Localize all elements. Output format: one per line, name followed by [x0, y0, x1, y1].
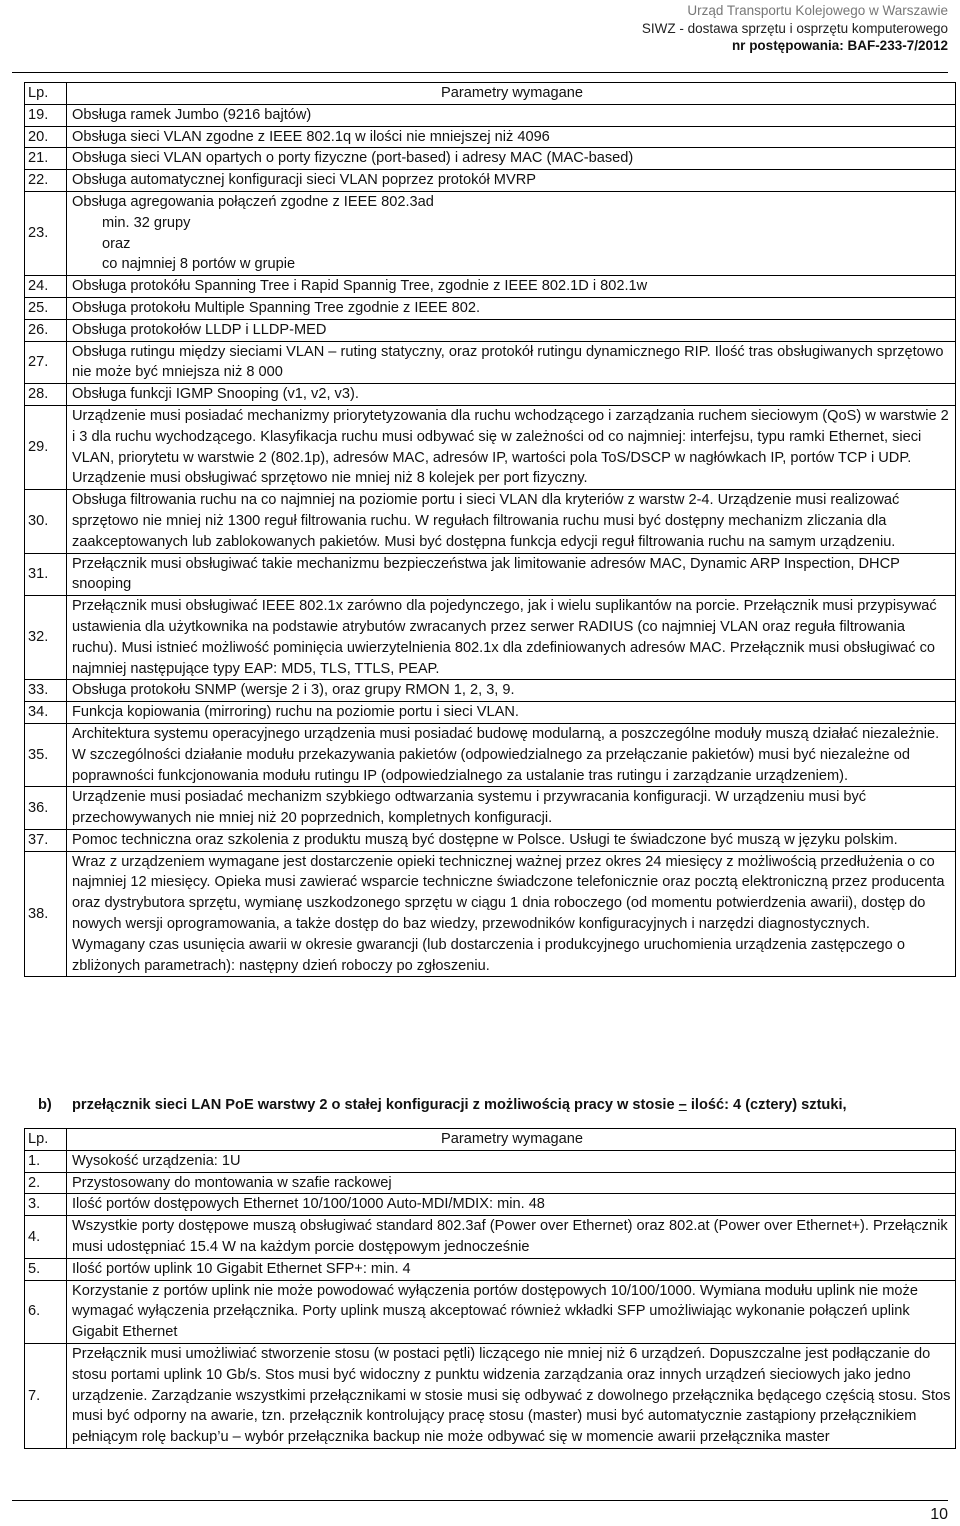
row-text-line: min. 32 grupy — [102, 214, 191, 231]
row-text: Przełącznik musi umożliwiać stworzenie stosu (w postaci pętli) liczącego nie mniej niż 6 urządzeń. Dopuszczalne jest podłączanie do stosu portami uplink 10 Gb/s. Stos musi być widoczny z punktu widzenia zarządzania oraz innych urządzeń sieciowych jako jedno urządzenie. Zarządzanie wszystkimi przełącznikami w stosie musi się odbywać z dowolnego przełącznika będącego częścią stosu. Stos musi być odporny na awarie, tzn. przełącznik kontrolujący pracę stosu (master) musi być automatycznie zastąpiony przełącznikiem pełniącym rolę backup’u – wybór przełącznika backup nie może odbywać się w momencie awarii przełącznika master — [67, 1343, 956, 1448]
row-number: 1. — [25, 1150, 67, 1172]
header-institution: Urząd Transportu Kolejowego w Warszawie — [687, 3, 948, 18]
row-text-line: Obsługa agregowania połączeń zgodne z IEEE 802.3ad — [72, 193, 434, 210]
row-text: Pomoc techniczna oraz szkolenia z produktu muszą być dostępne w Polsce. Usługi te świadczone być muszą w języku polskim. — [67, 829, 956, 851]
row-text-paragraph: Wraz z urządzeniem wymagane jest dostarczenie opieki technicznej ważnej przez okres 24 miesięcy z możliwością przedłużenia o co najmniej 12 miesięcy. Opieka musi zawierać wsparcie techniczne świadczone telefonicznie oraz pocztą elektroniczną przez producenta oraz dystrybutora sprzętu, wymianę uszkodzonego sprzętu w ciągu 1 dnia roboczego (od momentu potwierdzenia awarii), dostęp do nowych wersji oprogramowania, a także dostęp do baz wiedzy, przewodników konfiguracyjnych i narzędzi diagnostycznych. — [72, 853, 945, 933]
row-text-multiline — [67, 851, 956, 977]
row-number: 26. — [25, 319, 67, 341]
section-dash: – — [678, 1097, 687, 1113]
row-text: Architektura systemu operacyjnego urządzenia musi posiadać budowę modularną, a poszczególne moduły muszą działać niezależnie. W szczególności działanie modułu przekazywania pakietów (odpowiedzialnego za przełączanie pakietów) musi być niezależne od poprawności funkcjonowania modułu rutingu IP (odpowiedzialnego za ustalanie tras rutingu i zarządzanie urządzeniem). — [67, 723, 956, 786]
row-number: 23. — [25, 191, 67, 275]
row-text-multiline — [67, 191, 956, 275]
row-number: 32. — [25, 596, 67, 680]
requirements-table-b — [24, 1128, 956, 1449]
table-row — [25, 104, 956, 126]
row-number: 31. — [25, 553, 67, 596]
row-number: 3. — [25, 1194, 67, 1216]
table-row — [25, 297, 956, 319]
table-row — [25, 191, 956, 275]
row-text: Przełącznik musi obsługiwać takie mechanizmu bezpieczeństwa jak limitowanie adresów MAC, Dynamic ARP Inspection, DHCP snooping — [67, 553, 956, 596]
row-number: 24. — [25, 276, 67, 298]
row-number: 25. — [25, 297, 67, 319]
row-text-line: oraz — [102, 235, 131, 252]
row-number: 20. — [25, 126, 67, 148]
table-row — [25, 702, 956, 724]
table-row — [25, 851, 956, 977]
row-number: 35. — [25, 723, 67, 786]
row-text: Ilość portów dostępowych Ethernet 10/100/1000 Auto-MDI/MDIX: min. 48 — [67, 1194, 956, 1216]
table-row — [25, 680, 956, 702]
requirements-table-a — [24, 82, 956, 977]
row-text: Obsługa rutingu między sieciami VLAN – ruting statyczny, oraz protokół rutingu dynamicznego RIP. Ilość tras obsługiwanych sprzętowo nie może być mniejsza niż 8 000 — [67, 341, 956, 384]
row-number: 21. — [25, 148, 67, 170]
column-header-params: Parametry wymagane — [67, 83, 956, 105]
row-number: 38. — [25, 851, 67, 977]
table-row — [25, 126, 956, 148]
document-header — [642, 2, 948, 55]
row-text: Obsługa filtrowania ruchu na co najmniej na poziomie portu i sieci VLAN dla kryteriów z warstw 2-4. Urządzenie musi realizować sprzętowo nie mniej niż 1300 reguł filtrowania ruchu. W regułach filtrowania ruchu musi być dostępny mechanizm zliczania dla zaakceptowanych lub zablokowanych pakietów. Musi być dostępna funkcja edycji reguł filtrowania ruchu na samym urządzeniu. — [67, 490, 956, 553]
section-b-heading — [38, 1097, 847, 1113]
row-text: Obsługa ramek Jumbo (9216 bajtów) — [67, 104, 956, 126]
table-row — [25, 384, 956, 406]
table-row — [25, 319, 956, 341]
row-number: 30. — [25, 490, 67, 553]
footer-divider — [12, 1500, 948, 1501]
row-number: 28. — [25, 384, 67, 406]
table-row — [25, 1280, 956, 1343]
table-row — [25, 1216, 956, 1259]
row-text: Wysokość urządzenia: 1U — [67, 1150, 956, 1172]
table-row — [25, 1258, 956, 1280]
section-title: przełącznik sieci LAN PoE warstwy 2 o stałej konfiguracji z możliwością pracy w stosie — [72, 1097, 675, 1113]
row-text: Obsługa protokołu SNMP (wersje 2 i 3), oraz grupy RMON 1, 2, 3, 9. — [67, 680, 956, 702]
row-text: Obsługa funkcji IGMP Snooping (v1, v2, v3). — [67, 384, 956, 406]
row-number: 27. — [25, 341, 67, 384]
row-text: Funkcja kopiowania (mirroring) ruchu na poziomie portu i sieci VLAN. — [67, 702, 956, 724]
row-number: 19. — [25, 104, 67, 126]
page-number: 10 — [930, 1506, 948, 1523]
row-number: 33. — [25, 680, 67, 702]
row-number: 6. — [25, 1280, 67, 1343]
row-number: 37. — [25, 829, 67, 851]
header-divider — [12, 72, 948, 73]
row-number: 7. — [25, 1343, 67, 1448]
row-text: Urządzenie musi posiadać mechanizm szybkiego odtwarzania systemu i przywracania konfiguracji. W urządzeniu musi być przechowywanych nie mniej niż 20 poprzednich, kompletnych konfiguracji. — [67, 787, 956, 830]
section-letter: b) — [38, 1097, 52, 1113]
table-row — [25, 1194, 956, 1216]
row-text-paragraph: Wymagany czas usunięcia awarii w okresie gwarancji (lub dostarczenia i produkcyjnego uruchomienia urządzenia zastępczego o zbliżonych parametrach): następny dzień roboczy po zgłoszeniu. — [72, 936, 905, 974]
row-text: Obsługa protokołu Multiple Spanning Tree zgodnie z IEEE 802. — [67, 297, 956, 319]
section-quantity: ilość: 4 (cztery) sztuki, — [690, 1097, 847, 1113]
column-header-params: Parametry wymagane — [67, 1129, 956, 1151]
table-row — [25, 553, 956, 596]
row-number: 36. — [25, 787, 67, 830]
table-row — [25, 170, 956, 192]
row-text: Urządzenie musi posiadać mechanizmy priorytetyzowania dla ruchu wchodzącego i zarządzania ruchem sieciowym (QoS) w warstwie 2 i 3 dla ruchu wychodzącego. Klasyfikacja ruchu musi odbywać się w zależności od co najmniej: interfejsu, typu ramki Ethernet, sieci VLAN, priorytetu w warstwie 2 (802.1p), adresów MAC, adresów IP, wartości pola ToS/DSCP w nagłówkach IP, portów TCP i UDP. Urządzenie musi obsługiwać sprzętowo nie mniej niż 8 kolejek per port fizyczny. — [67, 405, 956, 489]
table-row — [25, 596, 956, 680]
row-number: 4. — [25, 1216, 67, 1259]
row-text-line: co najmniej 8 portów w grupie — [102, 256, 296, 273]
table-row — [25, 829, 956, 851]
table-row — [25, 148, 956, 170]
table-row — [25, 341, 956, 384]
row-number: 2. — [25, 1172, 67, 1194]
table-row — [25, 276, 956, 298]
row-number: 29. — [25, 405, 67, 489]
table-row — [25, 787, 956, 830]
table-header-row — [25, 1129, 956, 1151]
row-text: Obsługa automatycznej konfiguracji sieci VLAN poprzez protokół MVRP — [67, 170, 956, 192]
table-row — [25, 1172, 956, 1194]
table-row — [25, 405, 956, 489]
table-row — [25, 1150, 956, 1172]
table-header-row — [25, 83, 956, 105]
row-text: Przełącznik musi obsługiwać IEEE 802.1x zarówno dla pojedynczego, jak i wielu suplikantów na porcie. Przełącznik musi przypisywać ustawienia dla użytkownika na podstawie atrybutów zwracanych przez serwer RADIUS (co najmniej VLAN oraz reguła filtrowania ruchu). Musi istnieć możliwość pominięcia uwierzytelnienia 802.1x dla zdefiniowanych adresów MAC. Przełącznik musi obsługiwać co najmniej następujące typy EAP: MD5, TLS, TTLS, PEAP. — [67, 596, 956, 680]
row-text: Przystosowany do montowania w szafie rackowej — [67, 1172, 956, 1194]
row-text: Wszystkie porty dostępowe muszą obsługiwać standard 802.3af (Power over Ethernet) oraz 802.at (Power over Ethernet+). Przełącznik musi udostępniać 15.4 W na każdym porcie dostępowym jednocześnie — [67, 1216, 956, 1259]
header-subject: SIWZ - dostawa sprzętu i osprzętu komputerowego — [641, 20, 948, 36]
header-case-number: nr postępowania: BAF-233-7/2012 — [731, 38, 948, 53]
row-text: Ilość portów uplink 10 Gigabit Ethernet SFP+: min. 4 — [67, 1258, 956, 1280]
row-text: Obsługa sieci VLAN opartych o porty fizyczne (port-based) i adresy MAC (MAC-based) — [67, 148, 956, 170]
row-number: 5. — [25, 1258, 67, 1280]
table-row — [25, 1343, 956, 1448]
row-text: Obsługa protokołów LLDP i LLDP-MED — [67, 319, 956, 341]
row-text: Obsługa sieci VLAN zgodne z IEEE 802.1q w ilości nie mniejszej niż 4096 — [67, 126, 956, 148]
row-number: 34. — [25, 702, 67, 724]
table-row — [25, 723, 956, 786]
row-text: Korzystanie z portów uplink nie może powodować wyłączenia portów dostępowych 10/100/1000. Wymiana modułu uplink nie może wymagać wyłączenia przełącznika. Porty uplink muszą akceptować również wkładki SFP umożliwiając wykonanie połączeń uplink Gigabit Ethernet — [67, 1280, 956, 1343]
column-header-lp: Lp. — [25, 1129, 67, 1151]
column-header-lp: Lp. — [25, 83, 67, 105]
table-row — [25, 490, 956, 553]
row-number: 22. — [25, 170, 67, 192]
row-text: Obsługa protokółu Spanning Tree i Rapid Spannig Tree, zgodnie z IEEE 802.1D i 802.1w — [67, 276, 956, 298]
